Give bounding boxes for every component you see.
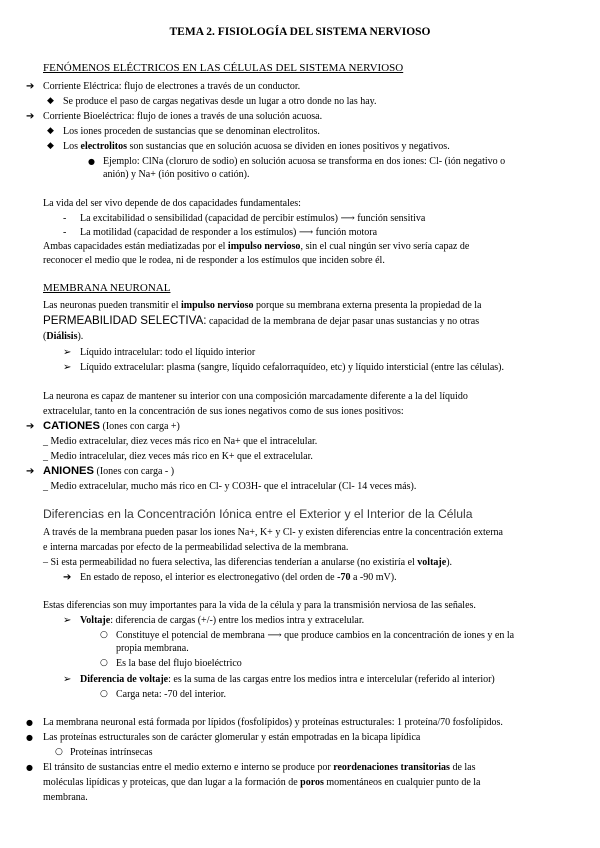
- arrowhead-bullet-icon: ➢: [63, 347, 72, 358]
- text-line: A través de la membrana pueden pasar los iones Na+, K+ y Cl- y existen diferencias entre la concentración externa: [43, 527, 503, 538]
- text-line: La membrana neuronal está formada por lípidos (fosfolípidos) y proteínas estructurales: 1 proteína/70 fosfolípidos.: [43, 717, 503, 728]
- bold-term: Voltaje: [80, 615, 111, 626]
- circle-bullet-icon: ○: [100, 658, 108, 668]
- anions-label: ANIONES: [43, 465, 94, 477]
- section-heading-electrical: FENÓMENOS ELÉCTRICOS EN LAS CÉLULAS DEL SISTEMA NERVIOSO: [43, 62, 404, 74]
- text-run: porque su membrana externa presenta la propiedad de la: [253, 300, 482, 311]
- text-line: La vida del ser vivo depende de dos capacidades fundamentales:: [43, 198, 301, 209]
- text-line: [80, 571, 397, 584]
- cations-label: CATIONES: [43, 420, 100, 432]
- text-run: En estado de reposo, el interior es electronegativo (del orden de: [80, 572, 338, 583]
- text-line: [80, 673, 495, 686]
- text-run: : es la suma de las cargas entre los medios intra e intercelular (referido al interior): [168, 674, 495, 685]
- text-run: moléculas lipídicas y proteicas, que dan lugar a la formación de: [43, 777, 301, 788]
- diamond-bullet-icon: ◆: [47, 126, 54, 136]
- text-run: (Iones con carga +): [99, 421, 180, 432]
- text-line: Es la base del flujo bioeléctrico: [116, 658, 242, 669]
- arrow-bullet-icon: ➔: [26, 466, 35, 477]
- dot-bullet-icon: ●: [26, 733, 33, 742]
- bold-term: poros: [300, 777, 324, 788]
- circle-bullet-icon: ○: [55, 747, 63, 757]
- text-run: : diferencia de cargas (+/-) entre los medios intra y extracelular.: [110, 615, 365, 626]
- diamond-bullet-icon: ◆: [47, 141, 54, 151]
- text-run: a -90 mV).: [350, 572, 397, 583]
- circle-bullet-icon: ○: [100, 689, 108, 699]
- text-run: , sin el cual ningún ser vivo sería capaz de: [300, 241, 470, 252]
- text-line: [43, 330, 83, 343]
- text-line: Ejemplo: ClNa (cloruro de sodio) en solución acuosa se transforma en dos iones: Cl- (ión negativo o: [103, 156, 506, 167]
- text-line: _ Medio extracelular, diez veces más rico en Na+ que el intracelular.: [43, 436, 318, 447]
- text-line: Corriente Bioeléctrica: flujo de iones a través de una solución acuosa.: [43, 111, 323, 122]
- text-line: [43, 314, 479, 328]
- text-line: [43, 761, 475, 774]
- page-title: TEMA 2. FISIOLOGÍA DEL SISTEMA NERVIOSO: [169, 26, 431, 38]
- text-line: [43, 420, 180, 433]
- dot-bullet-icon: ●: [88, 157, 95, 166]
- bold-term: Diálisis: [46, 331, 78, 342]
- text-run: (Iones con carga - ): [93, 466, 175, 477]
- arrowhead-bullet-icon: ➢: [63, 674, 72, 685]
- text-run: son sustancias que en solución acuosa se dividen en iones positivos y negativos.: [126, 141, 450, 152]
- bold-term: impulso nervioso: [227, 241, 301, 252]
- text-line: [43, 465, 174, 478]
- text-line: Líquido intracelular: todo el líquido interior: [80, 347, 256, 358]
- text-line: extracelular, tanto en la concentración de sus iones negativos como de sus iones positivos:: [43, 406, 404, 417]
- highlight-term: PERMEABILIDAD SELECTIVA:: [43, 314, 207, 327]
- text-line: Se produce el paso de cargas negativas desde un lugar a otro donde no las hay.: [63, 96, 377, 107]
- text-line: La neurona es capaz de mantener su interior con una composición marcadamente diferente a la del líquido: [43, 391, 468, 402]
- text-run: El tránsito de sustancias entre el medio externo e interno se produce por: [43, 762, 334, 773]
- text-run: – Si esta permeabilidad no fuera selectiva, las diferencias tenderían a anularse (no existiría el: [43, 557, 418, 568]
- text-line: Líquido extracelular: plasma (sangre, líquido cefalorraquídeo, etc) y líquido intersticial (entre las células).: [80, 362, 505, 373]
- text-run: ).: [446, 557, 453, 568]
- text-run: de las: [449, 762, 476, 773]
- text-line: [80, 614, 364, 627]
- text-line: [43, 299, 482, 312]
- text-line: Las proteínas estructurales son de carácter glomerular y están empotradas en la bicapa lipídica: [43, 732, 421, 743]
- text-line: Proteínas intrínsecas: [70, 747, 153, 758]
- text-line: La motilidad (capacidad de responder a los estímulos) ⟶ función motora: [80, 227, 378, 238]
- arrow-bullet-icon: ➔: [26, 81, 35, 92]
- text-line: membrana.: [43, 792, 88, 803]
- text-run: Las neuronas pueden transmitir el: [43, 300, 182, 311]
- bold-term: voltaje: [417, 557, 447, 568]
- text-line: e interna marcadas por efecto de la permeabilidad selectiva de la membrana.: [43, 542, 349, 553]
- section-heading-ionic-differences: Diferencias en la Concentración Iónica entre el Exterior y el Interior de la Célula: [43, 507, 473, 521]
- dot-bullet-icon: ●: [26, 763, 33, 772]
- dash-bullet: -: [63, 213, 67, 224]
- arrow-bullet-icon: ➔: [63, 572, 72, 583]
- text-run: Los: [63, 141, 81, 152]
- text-run: ).: [77, 331, 84, 342]
- arrowhead-bullet-icon: ➢: [63, 362, 72, 373]
- text-line: [43, 240, 469, 253]
- dot-bullet-icon: ●: [26, 718, 33, 727]
- arrowhead-bullet-icon: ➢: [63, 615, 72, 626]
- dash-bullet: -: [63, 227, 67, 238]
- bold-term: impulso nervioso: [181, 300, 254, 311]
- bold-term: Diferencia de voltaje: [80, 674, 169, 685]
- text-line: _ Medio extracelular, mucho más rico en Cl- y CO3H- que el intracelular (Cl- 14 veces más).: [43, 481, 417, 492]
- text-line: [63, 140, 450, 153]
- text-line: [43, 556, 452, 569]
- text-line: La excitabilidad o sensibilidad (capacidad de percibir estímulos) ⟶ función sensitiva: [80, 213, 426, 224]
- text-line: Corriente Eléctrica: flujo de electrones a través de un conductor.: [43, 81, 301, 92]
- arrow-bullet-icon: ➔: [26, 111, 35, 122]
- bold-term: -70: [337, 572, 351, 583]
- text-line: _ Medio intracelular, diez veces más rico en K+ que el extracelular.: [43, 451, 313, 462]
- text-line: reconocer el medio que le rodea, ni de responder a los estímulos que inciden sobre él.: [43, 255, 385, 266]
- arrow-bullet-icon: ➔: [26, 421, 35, 432]
- text-line: anión) y Na+ (ión positivo o catión).: [103, 169, 250, 180]
- text-line: Constituye el potencial de membrana ⟶ que produce cambios en la concentración de iones y en la: [116, 630, 515, 641]
- text-run: (: [43, 331, 47, 342]
- text-line: Estas diferencias son muy importantes para la vida de la célula y para la transmisión nerviosa de las señales.: [43, 600, 476, 611]
- bold-term: electrolitos: [80, 141, 127, 152]
- text-line: Carga neta: -70 del interior.: [116, 689, 227, 700]
- text-line: Los iones proceden de sustancias que se denominan electrolitos.: [63, 126, 320, 137]
- section-heading-membrane: MEMBRANA NEURONAL: [43, 282, 171, 294]
- text-run: capacidad de la membrana de dejar pasar unas sustancias y no otras: [206, 316, 480, 327]
- circle-bullet-icon: ○: [100, 630, 108, 640]
- text-run: momentáneos en cualquier punto de la: [323, 777, 481, 788]
- diamond-bullet-icon: ◆: [47, 96, 54, 106]
- text-run: Ambas capacidades están mediatizadas por el: [43, 241, 228, 252]
- text-line: [43, 776, 480, 789]
- bold-term: reordenaciones transitorias: [333, 762, 450, 773]
- text-line: propia membrana.: [116, 643, 189, 654]
